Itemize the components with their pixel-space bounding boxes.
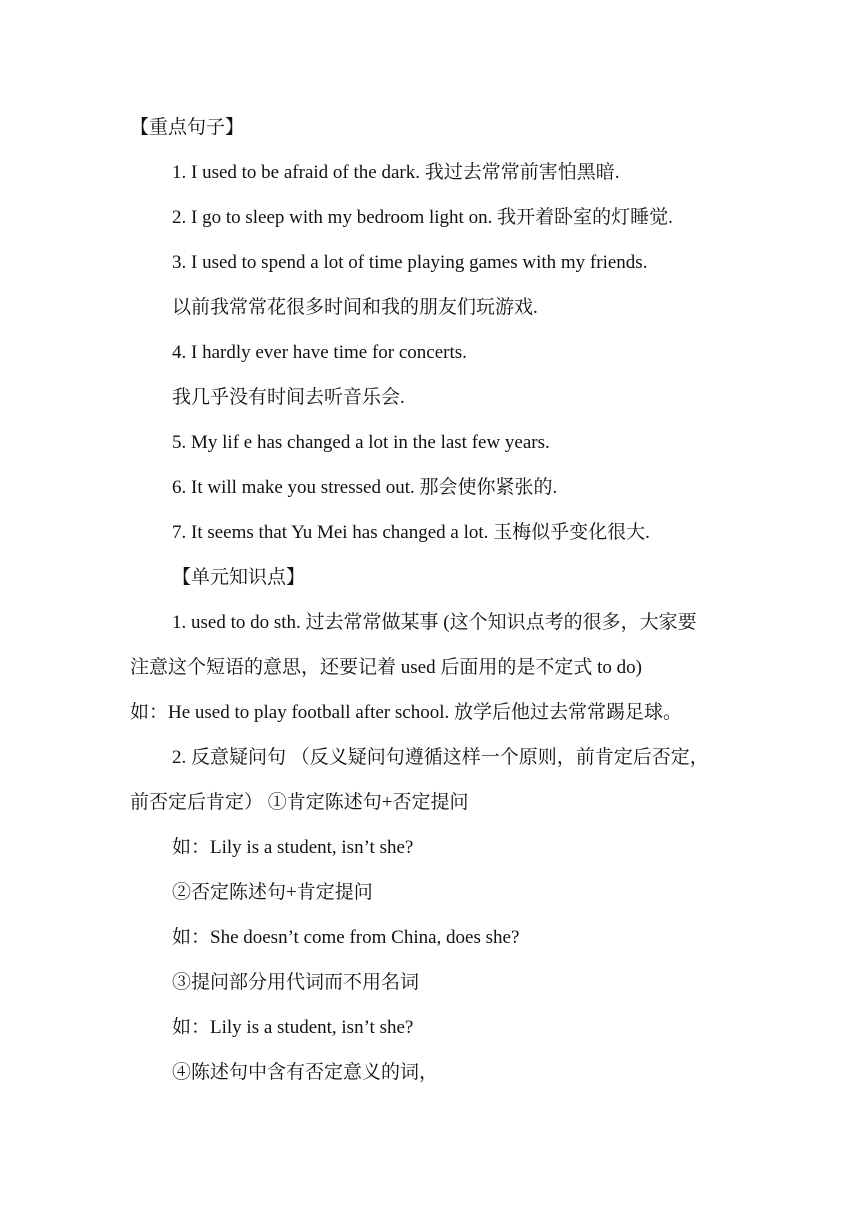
knowledge-line: 2. 反意疑问句 （反义疑问句遵循这样一个原则，前肯定后否定， bbox=[172, 747, 709, 768]
knowledge-line: 注意这个短语的意思，还要记着 used 后面用的是不定式 to do) bbox=[130, 657, 642, 678]
knowledge-line: 如：Lily is a student, isn’t she? bbox=[172, 1017, 414, 1038]
knowledge-line: 如：Lily is a student, isn’t she? bbox=[172, 837, 414, 858]
knowledge-line: ④陈述句中含有否定意义的词， bbox=[172, 1062, 439, 1083]
sentence-line: 5. My lif e has changed a lot in the last few years. bbox=[172, 432, 550, 453]
knowledge-line: 如：She doesn’t come from China, does she? bbox=[172, 927, 520, 948]
knowledge-line: ③提问部分用代词而不用名词 bbox=[172, 972, 420, 993]
sentence-line: 7. It seems that Yu Mei has changed a lot. 玉梅似乎变化很大. bbox=[172, 522, 650, 543]
sentence-line: 以前我常常花很多时间和我的朋友们玩游戏. bbox=[172, 297, 538, 318]
knowledge-line: 1. used to do sth. 过去常常做某事 (这个知识点考的很多，大家要 bbox=[172, 612, 697, 633]
section-heading-unit-knowledge: 【单元知识点】 bbox=[172, 567, 306, 588]
sentence-line: 4. I hardly ever have time for concerts. bbox=[172, 342, 467, 363]
knowledge-line: 如：He used to play football after school. 放学后他过去常常踢足球。 bbox=[130, 702, 682, 723]
knowledge-line: 前否定后肯定） ①肯定陈述句+否定提问 bbox=[130, 792, 469, 813]
section-heading-key-sentences: 【重点句子】 bbox=[130, 117, 245, 138]
sentence-line: 我几乎没有时间去听音乐会. bbox=[172, 387, 405, 408]
sentence-line: 3. I used to spend a lot of time playing games with my friends. bbox=[172, 252, 648, 273]
sentence-line: 6. It will make you stressed out. 那会使你紧张的. bbox=[172, 477, 558, 498]
sentence-line: 2. I go to sleep with my bedroom light on. 我开着卧室的灯睡觉. bbox=[172, 207, 673, 228]
sentence-line: 1. I used to be afraid of the dark. 我过去常常前害怕黑暗. bbox=[172, 162, 620, 183]
knowledge-line: ②否定陈述句+肯定提问 bbox=[172, 882, 373, 903]
